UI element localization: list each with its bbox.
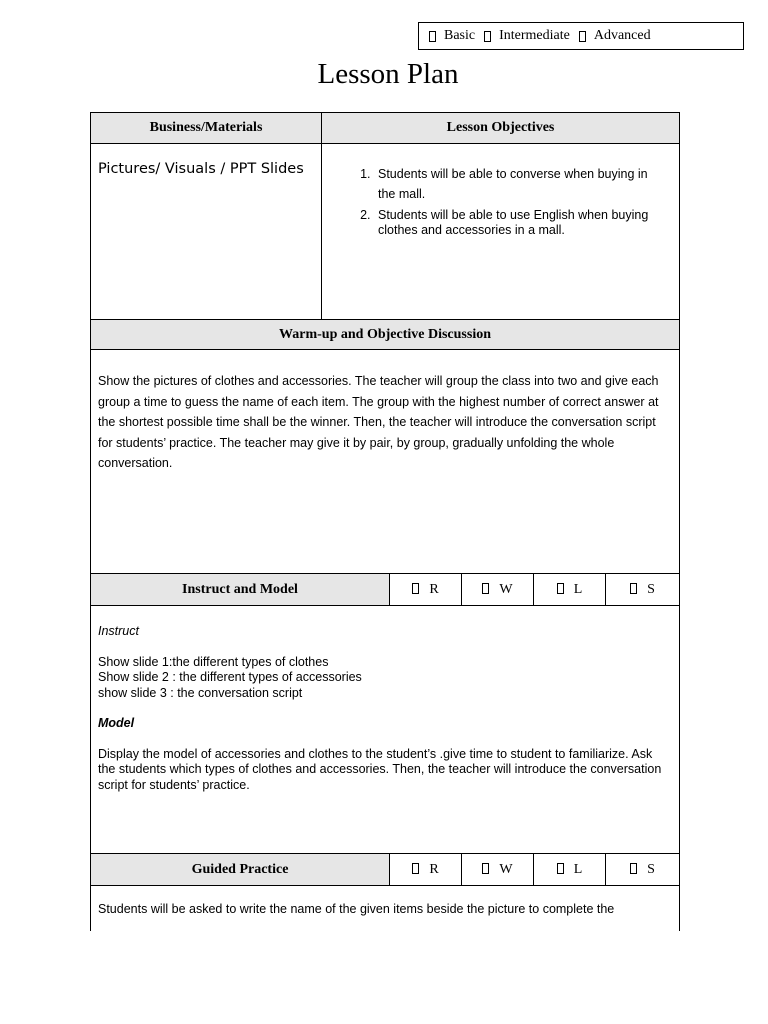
skill-writing: W (462, 854, 534, 886)
checkbox-icon[interactable] (557, 863, 564, 874)
instruct-lines (98, 655, 671, 702)
skill-listening: L (534, 854, 606, 886)
objective-item: 2. Students will be able to use English when buying clothes and accessories in a mall. (374, 208, 667, 238)
warmup-header: Warm-up and Objective Discussion (91, 320, 680, 350)
skill-reading: R (390, 854, 462, 886)
instruct-label: Instruct (98, 624, 139, 638)
instruct-line: Show slide 2 : the different types of accessories (98, 670, 362, 684)
instruct-line: show slide 3 : the conversation script (98, 685, 303, 700)
proficiency-level-selector (418, 22, 744, 50)
materials-cell: Pictures/ Visuals / PPT Slides (91, 144, 322, 320)
objectives-cell (322, 144, 680, 320)
checkbox-icon[interactable] (412, 863, 419, 874)
materials-header: Business/Materials (91, 113, 322, 144)
instruct-line: Show slide 1:the different types of clothes (98, 654, 329, 669)
checkbox-icon[interactable] (557, 583, 564, 594)
skill-speaking: S (606, 854, 680, 886)
skill-speaking: S (606, 574, 680, 606)
page-cutoff (0, 931, 768, 1024)
guided-practice-text: Students will be asked to write the name of the given items beside the picture to complete the (91, 886, 680, 946)
instruct-model-body (91, 606, 680, 854)
objectives-header: Lesson Objectives (322, 113, 680, 144)
instruct-model-header: Instruct and Model (91, 574, 390, 606)
checkbox-icon[interactable] (484, 31, 491, 42)
checkbox-icon[interactable] (630, 863, 637, 874)
level-option-intermediate[interactable]: Intermediate (484, 28, 570, 44)
model-label: Model (98, 716, 135, 730)
skill-listening: L (534, 574, 606, 606)
checkbox-icon[interactable] (630, 583, 637, 594)
model-text: Display the model of accessories and clothes to the student’s .give time to student to familiarize. Ask the students which types of clothes and accessories. Then, the teacher will introduce the conversation script for students’ practice. (98, 746, 662, 792)
level-option-advanced[interactable]: Advanced (579, 28, 651, 44)
checkbox-icon[interactable] (482, 583, 489, 594)
objectives-list (322, 164, 667, 238)
checkbox-icon[interactable] (412, 583, 419, 594)
lesson-plan-table (90, 112, 680, 946)
objective-item: 1. Students will be able to converse when buying in the mall. (374, 164, 667, 204)
warmup-text: Show the pictures of clothes and accessories. The teacher will group the class into two and give each group a time to guess the name of each item. The group with the highest number of correct answer at the shortest possible time shall be the winner. Then, the teacher will introduce the conversation script for students’ practice. The teacher may give it by pair, by group, gradually unfolding the whole conversation. (91, 350, 680, 574)
checkbox-icon[interactable] (482, 863, 489, 874)
guided-practice-header: Guided Practice (91, 854, 390, 886)
checkbox-icon[interactable] (579, 31, 586, 42)
level-option-basic[interactable]: Basic (429, 28, 475, 44)
skill-writing: W (462, 574, 534, 606)
checkbox-icon[interactable] (429, 31, 436, 42)
skill-reading: R (390, 574, 462, 606)
page-title: Lesson Plan (317, 58, 459, 90)
